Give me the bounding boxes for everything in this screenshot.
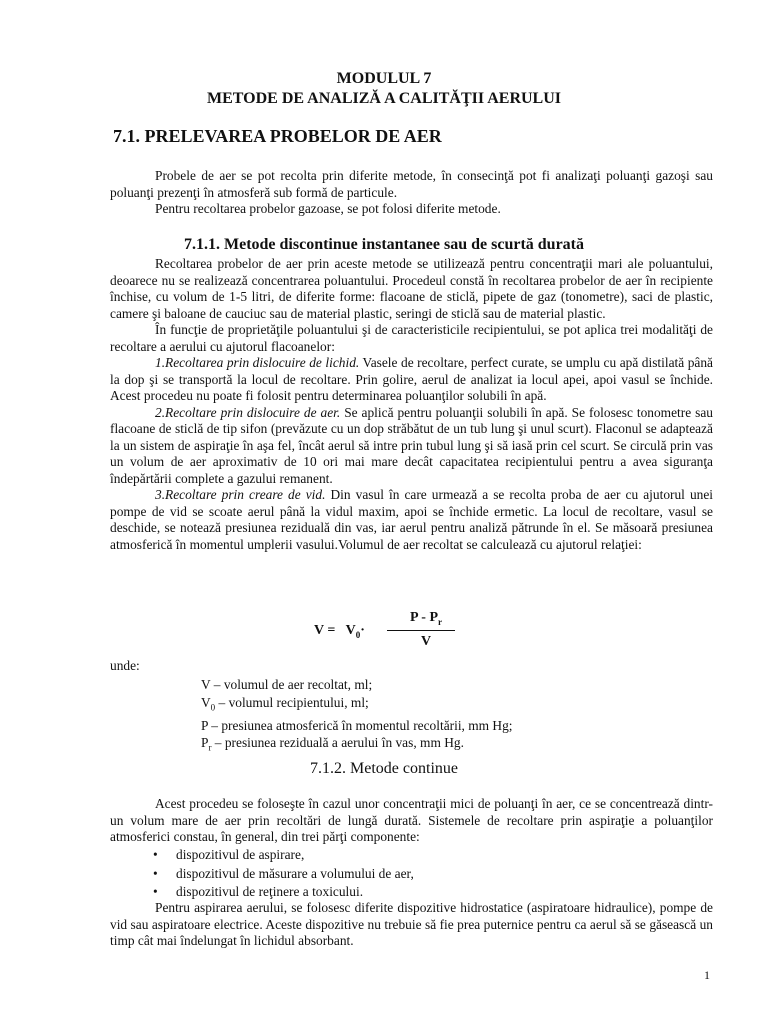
method-3-text: Din vasul în care urmează a se recolta proba de aer cu ajutorul unei pompe de vid se scoate aerul până la vidul maxim, apoi se închide ermetic. La locul de recoltare, vasul se deschide, se notează presiunea reziduală din vas, iar aerul pentru analiză pătrunde în el. Se măsoară presiunea atmosferică în momentul umplerii vasului.Volumul de aer recoltat se calculează cu ajutorul relaţiei: <box>110 487 714 552</box>
definition-v0 <box>201 694 513 717</box>
method-1-paragraph <box>110 355 713 405</box>
formula-v: V <box>314 623 324 638</box>
subsection-2-intro <box>110 796 713 846</box>
formula-num-sub: r <box>438 616 442 627</box>
formula-numerator <box>396 610 456 627</box>
definition-v0-sub: 0 <box>210 702 216 713</box>
page-number: 1 <box>704 968 710 982</box>
list-item <box>153 846 414 865</box>
formula-num-p: P - P <box>410 610 438 625</box>
method-2-title: 2.Recoltare prin dislocuire de aer. <box>155 404 341 420</box>
formula-dot: · <box>360 623 365 638</box>
fraction-bar <box>387 630 455 631</box>
component-list <box>153 846 414 902</box>
list-item-text: dispozitivul de reţinere a toxicului. <box>176 884 364 899</box>
section-heading: 7.1. PRELEVAREA PROBELOR DE AER <box>113 126 442 146</box>
paragraph-recoltare: Recoltarea probelor de aer prin aceste metode se utilizează pentru concentraţii mari ale poluantului, deoarece nu se realizează concentrarea poluantului. Procedeul constă în recoltarea probelor de aer în recipiente închise, cu volum de 1-5 litri, de diferite forme: flacoane de sticlă, pipete de gaz (tonometre), saci de plastic, camere şi baloane de cauciuc sau de material plastic, seringi de sticlă sau de material plastic. <box>110 256 713 321</box>
volume-formula <box>314 610 454 652</box>
definition-pr-symbol: P <box>201 735 209 751</box>
paragraph-functie: În funcţie de proprietăţile poluantului şi de caracteristicile recipientului, se pot aplica trei modalităţi de recoltare a aerului cu ajutorul flacoanelor: <box>110 322 713 354</box>
list-item <box>153 883 414 902</box>
list-item-text: dispozitivul de măsurare a volumului de aer, <box>176 865 414 881</box>
formula-denominator: V <box>420 634 432 649</box>
bullet-icon: • <box>153 865 158 881</box>
definition-p: P – presiunea atmosferică în momentul recoltării, mm Hg; <box>201 717 513 733</box>
intro-paragraph-1: Probele de aer se pot recolta prin diferite metode, în consecinţă pot fi analizaţi poluanţi gazoşi sau poluanţi prezenţi în atmosferă sub formă de particule. <box>110 168 713 200</box>
formula-equals: = <box>323 623 346 638</box>
subsection-heading-1: 7.1.1. Metode discontinue instantanee sau de scurtă durată <box>183 236 584 253</box>
subsection-2-body <box>110 900 713 950</box>
formula-v0: V <box>345 623 356 638</box>
list-item <box>153 865 414 884</box>
formula-lhs <box>314 623 365 640</box>
method-2-text: Se aplică pentru poluanţii solubili în apă. Se folosesc tonometre sau flacoane de sticlă de tip sifon (prevăzute cu un dop străbătut de un tub lung şi unul scurt). Flaconul se adaptează la un sistem de aspiraţie în aşa fel, încât aerul să intre prin tubul lung şi să iasă prin cel scurt. Se circulă prin vas un volum de aer aproximativ de 10 ori mai mare decât capacitatea recipientului pentru a avea siguranţa îndepărtării complete a gazului remanent. <box>110 404 713 486</box>
list-item-text: dispozitivul de aspirare, <box>176 847 305 862</box>
definition-v0-symbol: V <box>201 694 211 710</box>
definitions-list <box>201 676 513 757</box>
definition-pr-sub: r <box>208 742 212 753</box>
module-title: MODULUL 7 <box>336 70 432 87</box>
method-1-text: Vasele de recoltare, perfect curate, se umplu cu apă distilată până la dop şi se transportă la locul de recoltare. Prin golire, aerul de analizat ia locul apei, apoi vasul se închide. Acest procedeu nu poate fi folosit pentru determinarea poluanţilor solubili în apă. <box>110 355 713 403</box>
definition-v0-text: – volumul recipientului, ml; <box>215 694 369 710</box>
definition-pr <box>201 734 513 757</box>
definition-v: V – volumul de aer recoltat, ml; <box>201 677 373 692</box>
module-subtitle: METODE DE ANALIZĂ A CALITĂŢII AERULUI <box>206 90 561 107</box>
paragraph-aspirare: Pentru aspirarea aerului, se folosesc diferite dispozitive hidrostatice (aspiratoare hidraulice), pompe de vid sau aspiratoare electrice. Aceste dispozitive nu trebuie să fie prea puternice pentru ca aerul să se găsească un timp cât mai îndelungat în lichidul absorbant. <box>110 900 713 948</box>
bullet-icon: • <box>153 847 158 862</box>
intro-block <box>110 168 713 218</box>
intro-paragraph-2: Pentru recoltarea probelor gazoase, se pot folosi diferite metode. <box>155 201 501 216</box>
bullet-icon: • <box>153 884 158 899</box>
subsection-1-body <box>110 256 713 553</box>
method-1-title: 1.Recoltarea prin dislocuire de lichid. <box>155 355 360 370</box>
paragraph-continue: Acest procedeu se foloseşte în cazul unor concentraţii mici de poluanţi în aer, ce se concentrează dintr-un volum mare de aer prin recoltări de lungă durată. Sistemele de recoltare prin aspiraţie a poluanţilor atmosferici constau, în general, din trei părţi componente: <box>110 796 713 844</box>
subsection-heading-2: 7.1.2. Metode continue <box>310 760 458 777</box>
method-3-paragraph <box>110 487 713 553</box>
method-2-paragraph <box>110 405 713 488</box>
formula-v0-sub: 0 <box>355 629 361 640</box>
method-3-title: 3.Recoltare prin creare de vid. <box>155 487 326 502</box>
definition-pr-text: – presiunea reziduală a aerului în vas, mm Hg. <box>211 735 464 751</box>
unde-label: unde: <box>110 658 140 673</box>
